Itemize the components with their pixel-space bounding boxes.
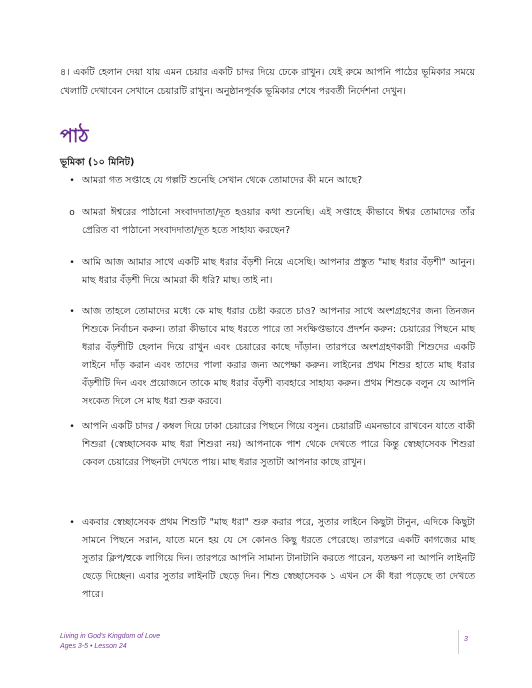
list-item-text: আমি আজ আমার সাথে একটি মাছ ধরার বঁড়শী নিয়ে এসেছি। আপনার প্রস্তুত "মাছ ধরার বঁড়শী" আনুন। মাছ ধরার বঁড়শী দিয়ে আমরা কী ধরি? মাছ। তাই না। [82, 257, 475, 286]
list-item [69, 172, 475, 190]
list-item-text: আজ তাহলে তোমাদের মধ্যে কে মাছ ধরার চেষ্টা করতে চাও? আপনার সাথে অংশগ্রহণের জন্য তিনজন শিশুকে নির্বাচন করুন। তারা কীভাবে মাছ ধরতে পারে তা সংক্ষিপ্তভাবে প্রদর্শন করুন: চেয়ারের পিছনে মাছ ধরার বঁড়শীটি হেলান দিয়ে রাখুন এবং চেয়ারের কাছে দাঁড়ান। তারপরে অংশগ্রহণকারী শিশুদের একটি লাইনে দাঁড় করান এবং তাদের পালা করার জন্য অপেক্ষা করুন। লাইনের প্রথম শিশুর হাতে মাছ ধরার বঁড়শীটি দিন এবং প্রয়োজনে তাকে মাছ ধরার বঁড়শী ব্যবহারে সাহায্য করুন। প্রথম শিশুকে বলুন যে আপনি সংকেত দিলে সে মাছ ধরা শুরু করবে। [82, 306, 475, 407]
list-item [69, 418, 475, 472]
footer [60, 632, 160, 652]
list-item [69, 204, 475, 240]
circle-bullet-icon: o [69, 208, 75, 218]
sub-heading: ভূমিকা (১০ মিনিট) [60, 157, 135, 168]
footer-divider [458, 630, 459, 654]
list-item [69, 303, 475, 411]
intro-paragraph: ৪। একটি হেলান দেয়া যায় এমন চেয়ার একটি চাদর দিয়ে ঢেকে রাখুন। যেই রুমে আপনি পাঠের ভূমিকার সময়ে খেলাটি দেখাবেন সেখানে চেয়ারটি রাখুন। অনুষ্ঠানপূর্বক ভূমিকার শেষে পরবর্তী নির্দেশনা দেখুন। [60, 67, 475, 97]
list-item [69, 254, 475, 290]
bullet-icon: • [69, 176, 75, 186]
list-item-text: আপনি একটি চাদর / কম্বল দিয়ে ঢাকা চেয়ারের পিছনে গিয়ে বসুন। চেয়ারটি এমনভাবে রাখবেন যাতে বাকী শিশুরা (স্বেচ্ছাসেবক মাছ ধরা শিশুরা নয়) আপনাকে পাশ থেকে দেখতে পারে কিন্তু স্বেচ্ছাসেবক শিশুরা কেবল চেয়ারের পিছনটা দেখতে পায়। মাছ ধরার সুতাটা আপনার কাছে রাখুন। [82, 421, 475, 468]
footer-series-title: Living in God's Kingdom of Love [60, 633, 161, 640]
bullet-icon: • [69, 307, 75, 317]
bullet-icon: • [69, 258, 75, 268]
footer-lesson-info: Ages 3-5 • Lesson 24 [60, 643, 127, 650]
section-title: পাঠ [60, 125, 89, 147]
page-number: 3 [464, 636, 468, 643]
list-item [69, 514, 475, 604]
list-item-text: আমরা ঈশ্বরের পাঠানো সংবাদদাতা/দূত হওয়ার কথা শুনেছি। এই সপ্তাহে কীভাবে ঈশ্বর তোমাদের তাঁর প্রেরিত বা পাঠানো সংবাদদাতা/দূত হতে সাহায্য করছেন? [82, 207, 475, 236]
bullet-icon: • [69, 518, 75, 528]
list-item-text: একবার স্বেচ্ছাসেবক প্রথম শিশুটি "মাছ ধরা" শুরু করার পরে, সুতার লাইনে কিছুটা টানুন, এদিকে কিছুটা সামনে পিছনে সরান, যাতে মনে হয় যে সে কোনও কিছু ধরতে পেরেছে। তারপরে একটি কাগজের মাছ সুতার ক্লিপ/হুকে লাগিয়ে দিন। তারপরে আপনি সামান্য টানাটানি করতে পারেন, যতক্ষণ না আপনি লাইনটি ছেড়ে দিচ্ছেন। এবার সুতার লাইনটি ছেড়ে দিন। শিশু স্বেচ্ছাসেবক ১ এখন সে কী ধরা পড়েছে তা দেখতে পারে। [82, 517, 475, 600]
list-item-text: আমরা গত সপ্তাহে যে গল্পটি শুনেছি সেখান থেকে তোমাদের কী মনে আছে? [82, 175, 363, 186]
bullet-icon: • [69, 422, 75, 432]
